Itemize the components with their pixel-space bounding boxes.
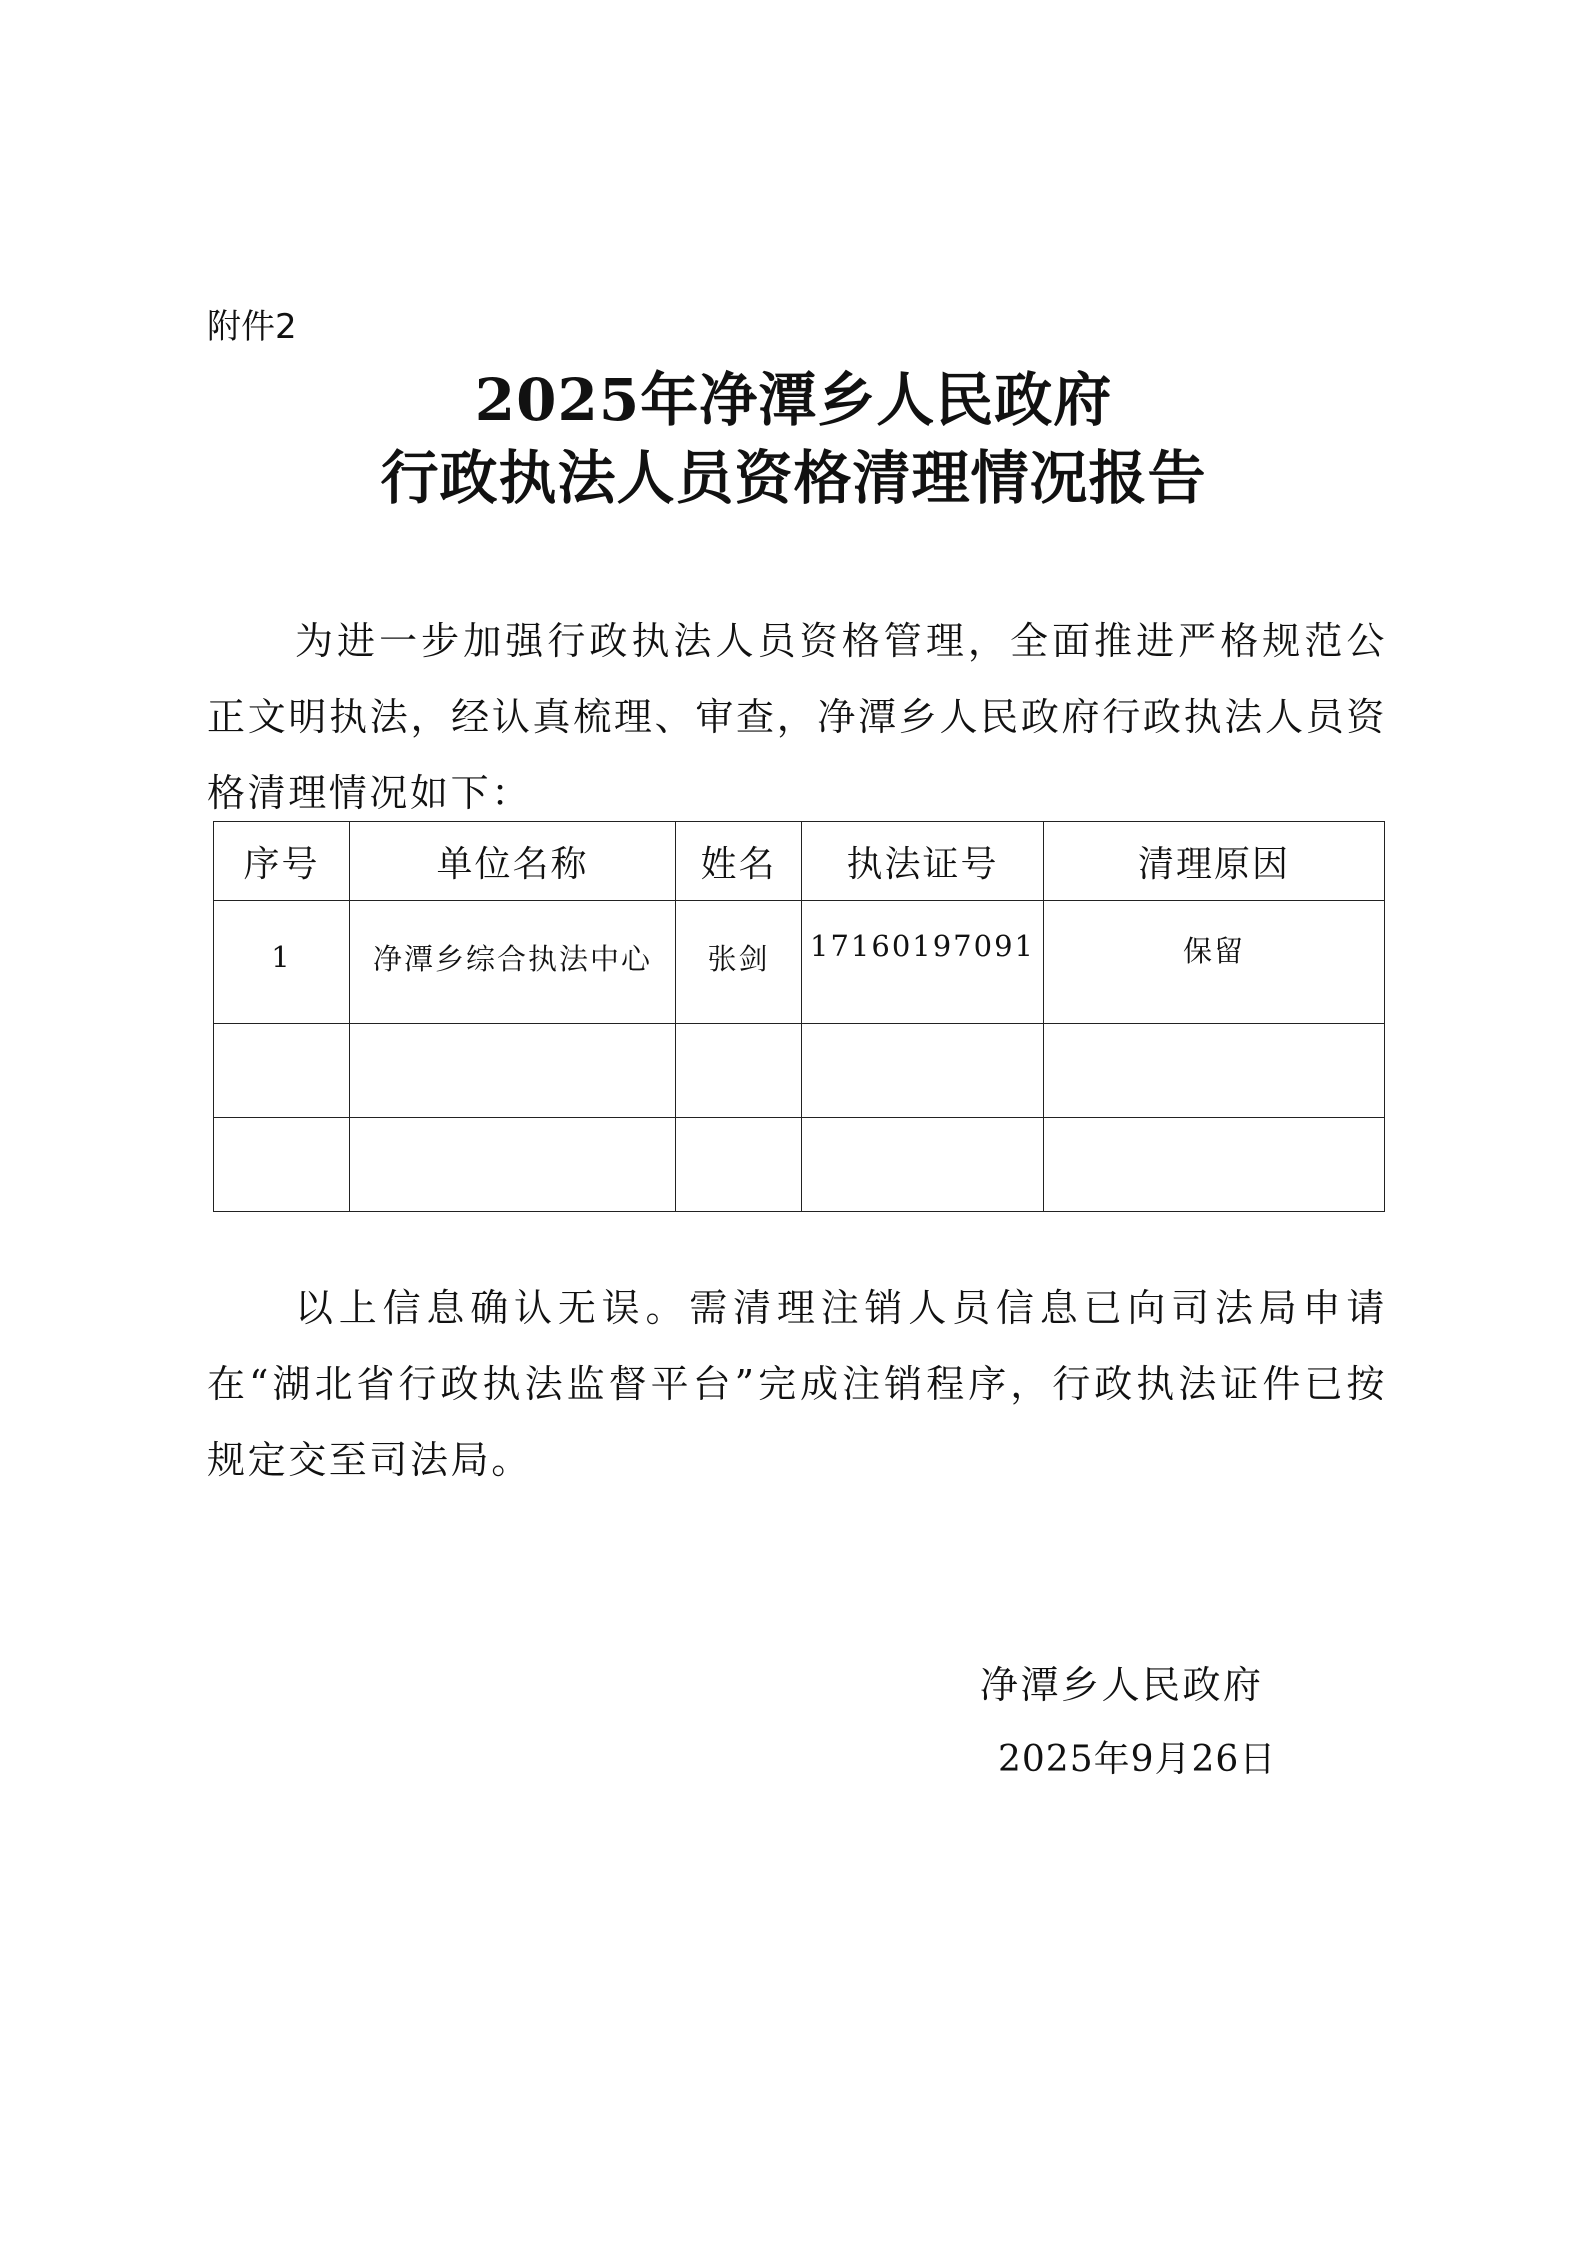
table-header-row <box>214 822 1385 901</box>
cell-certificate-number <box>802 1118 1044 1212</box>
intro-paragraph: 为进一步加强行政执法人员资格管理，全面推进严格规范公正文明执法，经认真梳理、审查，净潭乡人民政府行政执法人员资格清理情况如下： <box>207 619 1387 815</box>
cell-unit-name <box>350 1024 676 1118</box>
cell-certificate-number: 17160197091 <box>802 901 1044 1024</box>
attachment-label: 附件2 <box>207 307 297 347</box>
signature-organization: 净潭乡人民政府 <box>980 1663 1264 1707</box>
table-row <box>214 1024 1385 1118</box>
cell-reason: 保留 <box>1044 901 1385 1024</box>
cell-name: 张剑 <box>676 901 802 1024</box>
signature-date: 2025年9月26日 <box>998 1739 1277 1780</box>
cell-reason <box>1044 1118 1385 1212</box>
table-row <box>214 901 1385 1024</box>
cell-serial <box>214 1024 350 1118</box>
document-title-line-1: 2025年净潭乡人民政府 <box>474 366 1113 434</box>
cell-reason <box>1044 1024 1385 1118</box>
cell-name <box>676 1024 802 1118</box>
header-serial: 序号 <box>214 822 350 901</box>
header-reason: 清理原因 <box>1044 822 1385 901</box>
header-unit-name: 单位名称 <box>350 822 676 901</box>
header-certificate-number: 执法证号 <box>802 822 1044 901</box>
closing-paragraph: 以上信息确认无误。需清理注销人员信息已向司法局申请在“湖北省行政执法监督平台”完成注销程序，行政执法证件已按规定交至司法局。 <box>207 1286 1387 1482</box>
cell-serial: 1 <box>214 901 350 1024</box>
table-row <box>214 1118 1385 1212</box>
header-name: 姓名 <box>676 822 802 901</box>
cell-certificate-number <box>802 1024 1044 1118</box>
document-title-line-2: 行政执法人员资格清理情况报告 <box>380 444 1207 512</box>
cell-name <box>676 1118 802 1212</box>
cell-unit-name: 净潭乡综合执法中心 <box>350 901 676 1024</box>
personnel-table <box>213 821 1385 1212</box>
cell-serial <box>214 1118 350 1212</box>
cell-unit-name <box>350 1118 676 1212</box>
